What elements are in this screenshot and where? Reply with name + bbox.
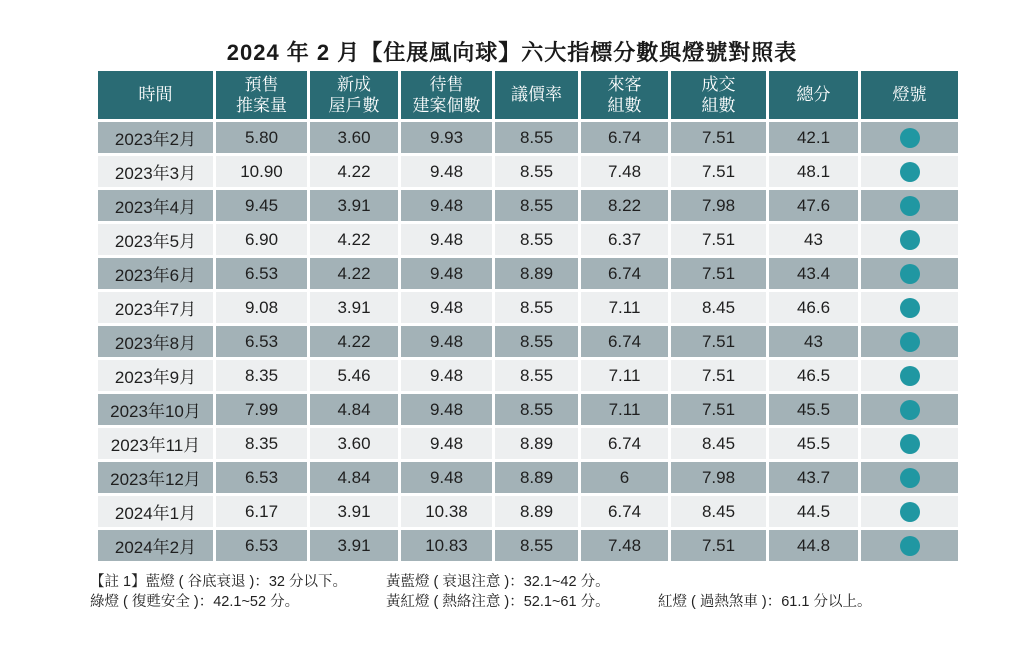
value-cell: 4.22: [310, 156, 398, 187]
table-header-row: [98, 71, 958, 119]
table-row: [98, 462, 958, 493]
value-cell: 9.48: [401, 428, 492, 459]
value-cell: 7.11: [581, 292, 668, 323]
value-cell: 44.8: [769, 530, 858, 561]
value-cell: 7.51: [671, 360, 766, 391]
value-cell: 6.37: [581, 224, 668, 255]
value-cell: 7.11: [581, 394, 668, 425]
note-yellow-red-light: 黃紅燈 ( 熱絡注意 )：52.1~61 分。: [386, 594, 610, 610]
light-cell: [861, 258, 958, 289]
value-cell: 42.1: [769, 122, 858, 153]
time-cell: 2023年2月: [98, 122, 213, 153]
value-cell: 43: [769, 224, 858, 255]
page-title: 2024 年 2 月【住展風向球】六大指標分數與燈號對照表: [226, 40, 798, 65]
value-cell: 48.1: [769, 156, 858, 187]
table-row: [98, 428, 958, 459]
value-cell: 5.46: [310, 360, 398, 391]
value-cell: 3.91: [310, 530, 398, 561]
time-cell: 2023年11月: [98, 428, 213, 459]
value-cell: 7.98: [671, 462, 766, 493]
value-cell: 9.48: [401, 394, 492, 425]
value-cell: 8.55: [495, 156, 578, 187]
light-dot-icon: [900, 434, 920, 454]
light-cell: [861, 360, 958, 391]
value-cell: 4.84: [310, 462, 398, 493]
value-cell: 9.48: [401, 462, 492, 493]
value-cell: 8.45: [671, 292, 766, 323]
value-cell: 7.51: [671, 156, 766, 187]
note-spacer: [658, 572, 982, 592]
value-cell: 46.6: [769, 292, 858, 323]
value-cell: 7.51: [671, 326, 766, 357]
value-cell: 7.51: [671, 530, 766, 561]
value-cell: 9.48: [401, 326, 492, 357]
value-cell: 8.35: [216, 428, 307, 459]
value-cell: 9.48: [401, 360, 492, 391]
value-cell: 8.89: [495, 428, 578, 459]
light-dot-icon: [900, 298, 920, 318]
value-cell: 43.7: [769, 462, 858, 493]
value-cell: 3.60: [310, 122, 398, 153]
value-cell: 43: [769, 326, 858, 357]
time-cell: 2023年10月: [98, 394, 213, 425]
value-cell: 8.89: [495, 258, 578, 289]
light-dot-icon: [900, 502, 920, 522]
value-cell: 9.48: [401, 156, 492, 187]
light-cell: [861, 428, 958, 459]
value-cell: 7.51: [671, 394, 766, 425]
light-cell: [861, 462, 958, 493]
light-dot-icon: [900, 366, 920, 386]
value-cell: 10.38: [401, 496, 492, 527]
value-cell: 7.48: [581, 530, 668, 561]
value-cell: 45.5: [769, 428, 858, 459]
light-dot-icon: [900, 162, 920, 182]
col-header-deal-groups: 成交 組數: [671, 71, 766, 119]
col-header-forsale-projects: 待售 建案個數: [401, 71, 492, 119]
value-cell: 10.83: [401, 530, 492, 561]
light-cell: [861, 496, 958, 527]
table-row: [98, 156, 958, 187]
value-cell: 45.5: [769, 394, 858, 425]
value-cell: 6.53: [216, 326, 307, 357]
value-cell: 9.48: [401, 224, 492, 255]
value-cell: 8.35: [216, 360, 307, 391]
col-header-total-score: 總分: [769, 71, 858, 119]
value-cell: 7.51: [671, 122, 766, 153]
value-cell: 3.91: [310, 190, 398, 221]
light-dot-icon: [900, 332, 920, 352]
value-cell: 5.80: [216, 122, 307, 153]
value-cell: 9.48: [401, 190, 492, 221]
table-row: [98, 530, 958, 561]
value-cell: 6.53: [216, 530, 307, 561]
time-cell: 2023年9月: [98, 360, 213, 391]
value-cell: 6.74: [581, 122, 668, 153]
time-cell: 2024年1月: [98, 496, 213, 527]
value-cell: 8.45: [671, 428, 766, 459]
light-dot-icon: [900, 128, 920, 148]
value-cell: 9.48: [401, 258, 492, 289]
value-cell: 3.60: [310, 428, 398, 459]
light-cell: [861, 530, 958, 561]
time-cell: 2023年7月: [98, 292, 213, 323]
value-cell: 46.5: [769, 360, 858, 391]
value-cell: 6.74: [581, 496, 668, 527]
note-red-light: 紅燈 ( 過熱煞車 )：61.1 分以上。: [658, 594, 872, 610]
note-blue-light: 【註 1】藍燈 ( 谷底衰退 )：32 分以下。: [90, 574, 347, 590]
value-cell: 8.55: [495, 326, 578, 357]
value-cell: 6.53: [216, 462, 307, 493]
table-row: [98, 496, 958, 527]
light-cell: [861, 156, 958, 187]
value-cell: 6.90: [216, 224, 307, 255]
time-cell: 2023年8月: [98, 326, 213, 357]
value-cell: 6.74: [581, 326, 668, 357]
light-cell: [861, 190, 958, 221]
table-row: [98, 224, 958, 255]
value-cell: 8.55: [495, 292, 578, 323]
time-cell: 2023年4月: [98, 190, 213, 221]
light-cell: [861, 326, 958, 357]
value-cell: 4.22: [310, 326, 398, 357]
light-dot-icon: [900, 468, 920, 488]
value-cell: 9.08: [216, 292, 307, 323]
col-header-presale-volume: 預售 推案量: [216, 71, 307, 119]
table-row: [98, 292, 958, 323]
table-row: [98, 360, 958, 391]
value-cell: 8.55: [495, 190, 578, 221]
light-dot-icon: [900, 196, 920, 216]
value-cell: 8.55: [495, 224, 578, 255]
value-cell: 8.89: [495, 462, 578, 493]
value-cell: 3.91: [310, 496, 398, 527]
value-cell: 7.98: [671, 190, 766, 221]
value-cell: 4.84: [310, 394, 398, 425]
light-cell: [861, 224, 958, 255]
col-header-time: 時間: [98, 71, 213, 119]
value-cell: 44.5: [769, 496, 858, 527]
value-cell: 8.22: [581, 190, 668, 221]
value-cell: 8.55: [495, 530, 578, 561]
value-cell: 47.6: [769, 190, 858, 221]
light-dot-icon: [900, 264, 920, 284]
value-cell: 8.55: [495, 122, 578, 153]
col-header-light: 燈號: [861, 71, 958, 119]
value-cell: 8.55: [495, 360, 578, 391]
time-cell: 2023年6月: [98, 258, 213, 289]
col-header-visitor-groups: 來客 組數: [581, 71, 668, 119]
value-cell: 7.51: [671, 258, 766, 289]
value-cell: 7.11: [581, 360, 668, 391]
value-cell: 4.22: [310, 258, 398, 289]
value-cell: 7.99: [216, 394, 307, 425]
table-row: [98, 122, 958, 153]
table-row: [98, 190, 958, 221]
time-cell: 2024年2月: [98, 530, 213, 561]
value-cell: 8.45: [671, 496, 766, 527]
col-header-new-house-units: 新成 屋戶數: [310, 71, 398, 119]
table-row: [98, 258, 958, 289]
light-cell: [861, 122, 958, 153]
value-cell: 4.22: [310, 224, 398, 255]
value-cell: 7.51: [671, 224, 766, 255]
table-row: [98, 326, 958, 357]
value-cell: 9.93: [401, 122, 492, 153]
time-cell: 2023年3月: [98, 156, 213, 187]
value-cell: 43.4: [769, 258, 858, 289]
value-cell: 8.89: [495, 496, 578, 527]
table-body: [98, 122, 958, 561]
note-green-light: 綠燈 ( 復甦安全 )：42.1~52 分。: [90, 594, 300, 610]
value-cell: 6.53: [216, 258, 307, 289]
value-cell: 3.91: [310, 292, 398, 323]
value-cell: 9.45: [216, 190, 307, 221]
value-cell: 10.90: [216, 156, 307, 187]
table-row: [98, 394, 958, 425]
table-head: [98, 71, 958, 119]
indicator-table: [95, 68, 961, 564]
light-cell: [861, 292, 958, 323]
legend-notes: [90, 572, 982, 612]
value-cell: 6.17: [216, 496, 307, 527]
light-cell: [861, 394, 958, 425]
value-cell: 8.55: [495, 394, 578, 425]
light-dot-icon: [900, 230, 920, 250]
value-cell: 6.74: [581, 428, 668, 459]
value-cell: 6: [581, 462, 668, 493]
value-cell: 7.48: [581, 156, 668, 187]
note-yellow-blue-light: 黃藍燈 ( 衰退注意 )：32.1~42 分。: [386, 574, 610, 590]
light-dot-icon: [900, 536, 920, 556]
value-cell: 9.48: [401, 292, 492, 323]
time-cell: 2023年12月: [98, 462, 213, 493]
time-cell: 2023年5月: [98, 224, 213, 255]
value-cell: 6.74: [581, 258, 668, 289]
col-header-negotiation-rate: 議價率: [495, 71, 578, 119]
light-dot-icon: [900, 400, 920, 420]
